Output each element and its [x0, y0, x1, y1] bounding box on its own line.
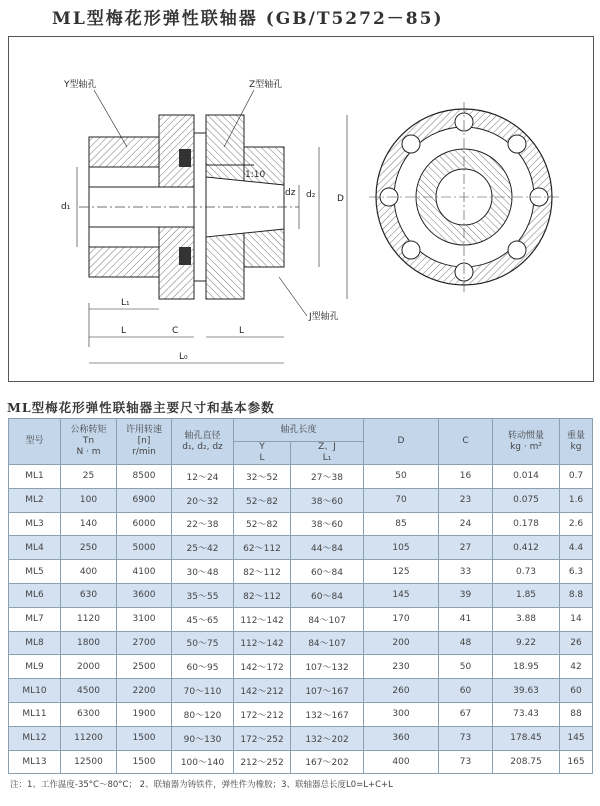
D-dimension: D [337, 194, 344, 204]
table-cell: 52～82 [234, 488, 291, 512]
table-cell: 38～60 [291, 488, 364, 512]
header-C: C [439, 419, 493, 465]
table-cell: 26 [560, 631, 593, 655]
table-cell: 50～75 [172, 631, 234, 655]
table-cell: ML1 [9, 465, 61, 489]
table-cell: 73 [439, 750, 493, 774]
table-cell: ML8 [9, 631, 61, 655]
table-cell: 165 [560, 750, 593, 774]
header-weight: 重量 kg [560, 419, 593, 465]
j-hole-label: J型轴孔 [309, 312, 339, 322]
header-speed: 许用转速 [n] r/min [117, 419, 172, 465]
table-cell: 2500 [117, 655, 172, 679]
L-right2-dimension: L [239, 326, 245, 336]
page-title: ML型梅花形弹性联轴器 (GB/T5272－85) [52, 9, 444, 29]
table-cell: 140 [61, 512, 117, 536]
table-row [9, 702, 593, 726]
notes: 注：1、工作温度-35°C～80°C； 2、联轴器为铸铁件，弹性件为橡胶；3、联轴器总长度L0=L+C+L [10, 780, 393, 790]
table-row [9, 560, 593, 584]
table-cell: 142～212 [234, 679, 291, 703]
table-cell: 20～32 [172, 488, 234, 512]
header-length-group: 轴孔长度 [234, 419, 364, 442]
spec-table [8, 418, 593, 774]
table-cell: 132～202 [291, 726, 364, 750]
table-cell: ML5 [9, 560, 61, 584]
table-cell: 3600 [117, 583, 172, 607]
table-cell: 3.88 [493, 607, 560, 631]
table-cell: 0.73 [493, 560, 560, 584]
table-cell: 90～130 [172, 726, 234, 750]
table-cell: 250 [61, 536, 117, 560]
table-cell: 6300 [61, 702, 117, 726]
table-cell: 170 [364, 607, 439, 631]
d2-dimension: d₂ [306, 190, 316, 200]
table-cell: 25～42 [172, 536, 234, 560]
table-cell: 300 [364, 702, 439, 726]
table-cell: 400 [364, 750, 439, 774]
table-cell: 212～252 [234, 750, 291, 774]
table-cell: 0.178 [493, 512, 560, 536]
table-cell: 112～142 [234, 631, 291, 655]
table-cell: ML10 [9, 679, 61, 703]
table-cell: 27～38 [291, 465, 364, 489]
table-cell: 85 [364, 512, 439, 536]
table-cell: 60 [560, 679, 593, 703]
table-cell: 48 [439, 631, 493, 655]
table-cell: ML3 [9, 512, 61, 536]
table-cell: 16 [439, 465, 493, 489]
table-cell: 39 [439, 583, 493, 607]
coupling-drawing-svg [9, 37, 593, 381]
table-cell: 630 [61, 583, 117, 607]
table-row [9, 750, 593, 774]
table-row [9, 512, 593, 536]
table-row [9, 679, 593, 703]
header-D: D [364, 419, 439, 465]
table-cell: 1.6 [560, 488, 593, 512]
table-cell: 84～107 [291, 631, 364, 655]
C-dimension: C [172, 326, 179, 336]
header-len-y: Y L [234, 442, 291, 465]
table-cell: 18.95 [493, 655, 560, 679]
header-inertia: 转动惯量 kg · m² [493, 419, 560, 465]
table-cell: 70～110 [172, 679, 234, 703]
table-cell: 35～55 [172, 583, 234, 607]
table-cell: 0.7 [560, 465, 593, 489]
table-cell: 5000 [117, 536, 172, 560]
table-cell: 52～82 [234, 512, 291, 536]
header-len-zj: Z、J L₁ [291, 442, 364, 465]
table-cell: 1500 [117, 750, 172, 774]
header-torque: 公称转矩 Tn N · m [61, 419, 117, 465]
technical-drawing [8, 36, 594, 382]
table-cell: 73 [439, 726, 493, 750]
table-cell: 38～60 [291, 512, 364, 536]
table-cell: 178.45 [493, 726, 560, 750]
header-model: 型号 [9, 419, 61, 465]
table-cell: 12～24 [172, 465, 234, 489]
table-row [9, 583, 593, 607]
table-cell: 2200 [117, 679, 172, 703]
table-cell: 360 [364, 726, 439, 750]
table-cell: 14 [560, 607, 593, 631]
table-cell: 33 [439, 560, 493, 584]
taper-label: 1:10 [245, 170, 266, 180]
table-cell: 100～140 [172, 750, 234, 774]
table-cell: 24 [439, 512, 493, 536]
table-row [9, 607, 593, 631]
table-cell: 4.4 [560, 536, 593, 560]
table-cell: 3100 [117, 607, 172, 631]
table-cell: 172～252 [234, 726, 291, 750]
table-cell: 230 [364, 655, 439, 679]
table-cell: 88 [560, 702, 593, 726]
table-cell: 12500 [61, 750, 117, 774]
table-cell: 60～84 [291, 583, 364, 607]
table-cell: 0.014 [493, 465, 560, 489]
table-cell: 2.6 [560, 512, 593, 536]
table-cell: 23 [439, 488, 493, 512]
table-cell: 11200 [61, 726, 117, 750]
table-cell: 30～48 [172, 560, 234, 584]
table-cell: 60～84 [291, 560, 364, 584]
table-cell: ML6 [9, 583, 61, 607]
table-cell: ML9 [9, 655, 61, 679]
table-cell: ML2 [9, 488, 61, 512]
table-cell: 84～107 [291, 607, 364, 631]
table-cell: 167～202 [291, 750, 364, 774]
table-cell: 4500 [61, 679, 117, 703]
table-cell: 67 [439, 702, 493, 726]
table-cell: 6000 [117, 512, 172, 536]
d1-dimension: d₁ [61, 202, 71, 212]
section-title: ML型梅花形弹性联轴器主要尺寸和基本参数 [7, 400, 275, 415]
table-cell: 1.85 [493, 583, 560, 607]
table-cell: 105 [364, 536, 439, 560]
table-cell: 2700 [117, 631, 172, 655]
table-cell: 125 [364, 560, 439, 584]
table-cell: 62～112 [234, 536, 291, 560]
table-cell: 44～84 [291, 536, 364, 560]
table-cell: 4100 [117, 560, 172, 584]
table-cell: 82～112 [234, 583, 291, 607]
table-cell: 1900 [117, 702, 172, 726]
table-cell: 112～142 [234, 607, 291, 631]
table-cell: 145 [560, 726, 593, 750]
table-cell: 50 [364, 465, 439, 489]
table-cell: ML11 [9, 702, 61, 726]
table-cell: 6.3 [560, 560, 593, 584]
table-cell: 80～120 [172, 702, 234, 726]
table-cell: 41 [439, 607, 493, 631]
table-cell: 60～95 [172, 655, 234, 679]
L0-dimension: L₀ [179, 352, 188, 362]
header-bore: 轴孔直径 d₁, d₂, dz [172, 419, 234, 465]
table-cell: 9.22 [493, 631, 560, 655]
table-row [9, 536, 593, 560]
table-cell: 60 [439, 679, 493, 703]
table-cell: ML13 [9, 750, 61, 774]
table-cell: 50 [439, 655, 493, 679]
L-left-dimension: L [121, 326, 127, 336]
table-cell: 1800 [61, 631, 117, 655]
table-cell: ML4 [9, 536, 61, 560]
table-cell: 45～65 [172, 607, 234, 631]
table-cell: 1120 [61, 607, 117, 631]
table-cell: 70 [364, 488, 439, 512]
table-cell: 0.412 [493, 536, 560, 560]
table-cell: 6900 [117, 488, 172, 512]
table-row [9, 726, 593, 750]
table-cell: 27 [439, 536, 493, 560]
table-cell: 260 [364, 679, 439, 703]
end-view [369, 102, 559, 292]
L-right-dimension: L₁ [121, 298, 130, 308]
table-row [9, 465, 593, 489]
table-cell: 82～112 [234, 560, 291, 584]
table-row [9, 488, 593, 512]
table-cell: 25 [61, 465, 117, 489]
table-cell: 2000 [61, 655, 117, 679]
table-cell: ML7 [9, 607, 61, 631]
table-cell: 172～212 [234, 702, 291, 726]
table-cell: 8500 [117, 465, 172, 489]
table-cell: 32～52 [234, 465, 291, 489]
table-row [9, 631, 593, 655]
table-cell: ML12 [9, 726, 61, 750]
z-hole-label: Z型轴孔 [249, 80, 283, 90]
table-cell: 132～167 [291, 702, 364, 726]
table-row [9, 655, 593, 679]
table-cell: 22～38 [172, 512, 234, 536]
table-cell: 73.43 [493, 702, 560, 726]
dz-dimension: dz [285, 188, 296, 198]
table-cell: 42 [560, 655, 593, 679]
table-cell: 208.75 [493, 750, 560, 774]
table-cell: 107～132 [291, 655, 364, 679]
table-cell: 145 [364, 583, 439, 607]
y-hole-label: Y型轴孔 [64, 80, 97, 90]
table-cell: 1500 [117, 726, 172, 750]
table-cell: 200 [364, 631, 439, 655]
table-cell: 39.63 [493, 679, 560, 703]
table-cell: 400 [61, 560, 117, 584]
table-cell: 100 [61, 488, 117, 512]
table-cell: 8.8 [560, 583, 593, 607]
table-cell: 0.075 [493, 488, 560, 512]
table-cell: 142～172 [234, 655, 291, 679]
table-cell: 107～167 [291, 679, 364, 703]
